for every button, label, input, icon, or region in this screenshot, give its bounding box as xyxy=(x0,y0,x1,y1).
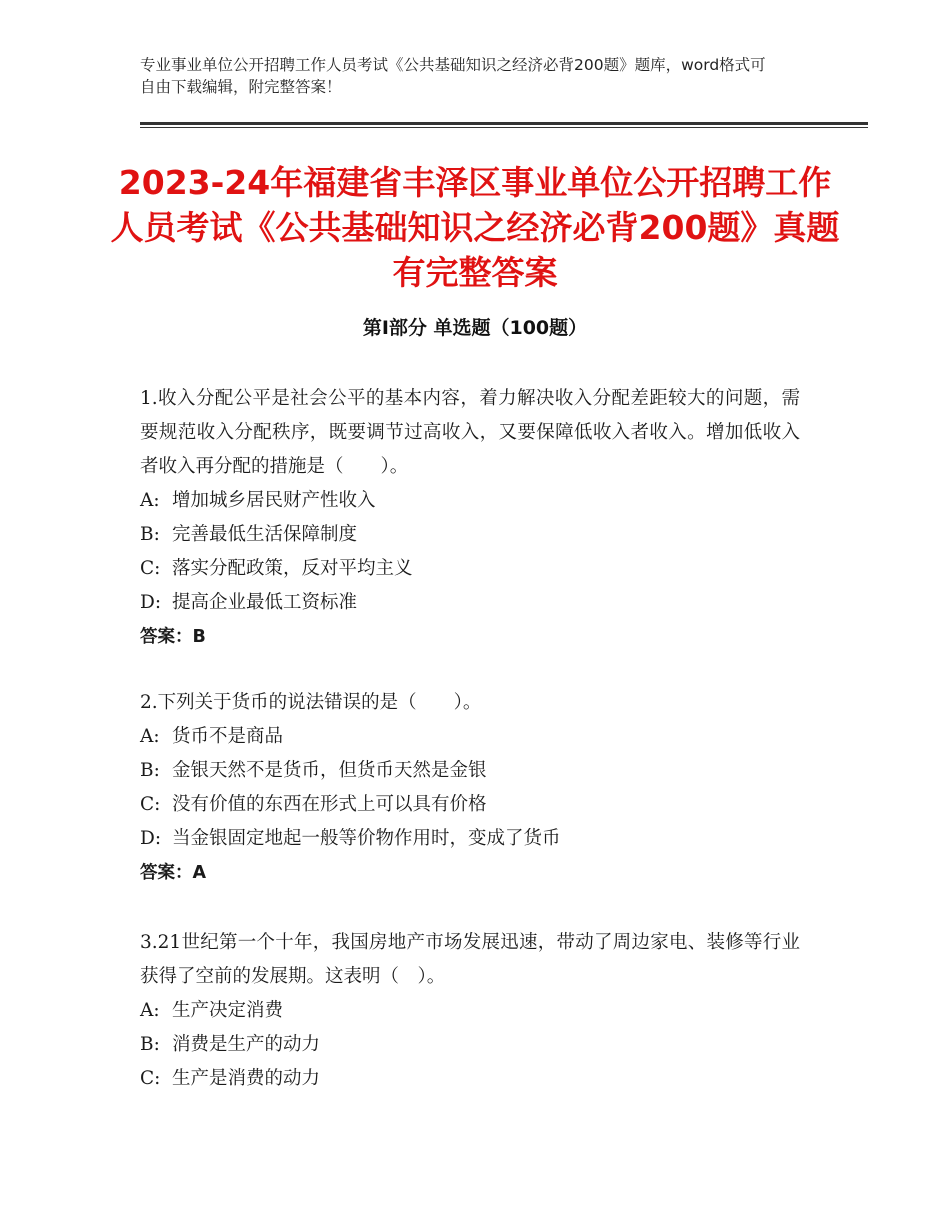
option-letter: C: xyxy=(140,558,161,579)
option-letter: C: xyxy=(140,794,161,815)
option-c xyxy=(140,1062,800,1096)
option-letter: A: xyxy=(140,726,160,747)
option-a xyxy=(140,484,800,518)
header-rule-thick xyxy=(140,122,868,125)
option-d xyxy=(140,822,800,856)
option-text: 提高企业最低工资标准 xyxy=(172,592,358,613)
answer: 答案：B xyxy=(140,627,206,647)
option-text: 增加城乡居民财产性收入 xyxy=(172,490,376,511)
option-letter: A: xyxy=(140,490,160,511)
question-text: 2.下列关于货币的说法错误的是（ ）。 xyxy=(140,692,482,713)
option-letter: A: xyxy=(140,1000,160,1021)
option-b xyxy=(140,754,800,788)
option-text: 当金银固定地起一般等价物作用时，变成了货币 xyxy=(172,828,561,849)
option-a xyxy=(140,720,800,754)
option-c xyxy=(140,552,800,586)
header-rule-thin xyxy=(140,127,868,128)
question-text: 1.收入分配公平是社会公平的基本内容，着力解决收入分配差距较大的问题，需要规范收入分配秩序，既要调节过高收入，又要保障低收入者收入。增加低收入者收入再分配的措施是（ ）。 xyxy=(140,388,800,477)
option-text: 完善最低生活保障制度 xyxy=(172,524,358,545)
option-text: 生产决定消费 xyxy=(172,1000,284,1021)
option-c xyxy=(140,788,800,822)
option-text: 货币不是商品 xyxy=(172,726,284,747)
question-3 xyxy=(140,926,800,1096)
option-letter: B: xyxy=(140,760,160,781)
option-letter: B: xyxy=(140,524,160,545)
option-letter: D: xyxy=(140,592,162,613)
option-letter: B: xyxy=(140,1034,160,1055)
option-a xyxy=(140,994,800,1028)
option-text: 金银天然不是货币，但货币天然是金银 xyxy=(172,760,487,781)
option-text: 生产是消费的动力 xyxy=(172,1068,321,1089)
question-text: 3.21世纪第一个十年，我国房地产市场发展迅速，带动了周边家电、装修等行业获得了空前的发展期。这表明（ ）。 xyxy=(140,932,800,987)
option-text: 没有价值的东西在形式上可以具有价格 xyxy=(172,794,487,815)
option-letter: D: xyxy=(140,828,162,849)
option-text: 落实分配政策，反对平均主义 xyxy=(172,558,413,579)
option-text: 消费是生产的动力 xyxy=(172,1034,321,1055)
option-b xyxy=(140,1028,800,1062)
option-b xyxy=(140,518,800,552)
question-1 xyxy=(140,382,800,654)
answer: 答案：A xyxy=(140,863,207,883)
option-d xyxy=(140,586,800,620)
header-note: 专业事业单位公开招聘工作人员考试《公共基础知识之经济必背200题》题库，word格式可自由下载编辑，附完整答案！ xyxy=(140,56,766,96)
option-letter: C: xyxy=(140,1068,161,1089)
document-title: 2023-24年福建省丰泽区事业单位公开招聘工作人员考试《公共基础知识之经济必背200题》真题有完整答案 xyxy=(110,163,840,292)
question-2 xyxy=(140,686,800,890)
section-title: 第Ⅰ部分 单选题（100题） xyxy=(362,317,588,339)
